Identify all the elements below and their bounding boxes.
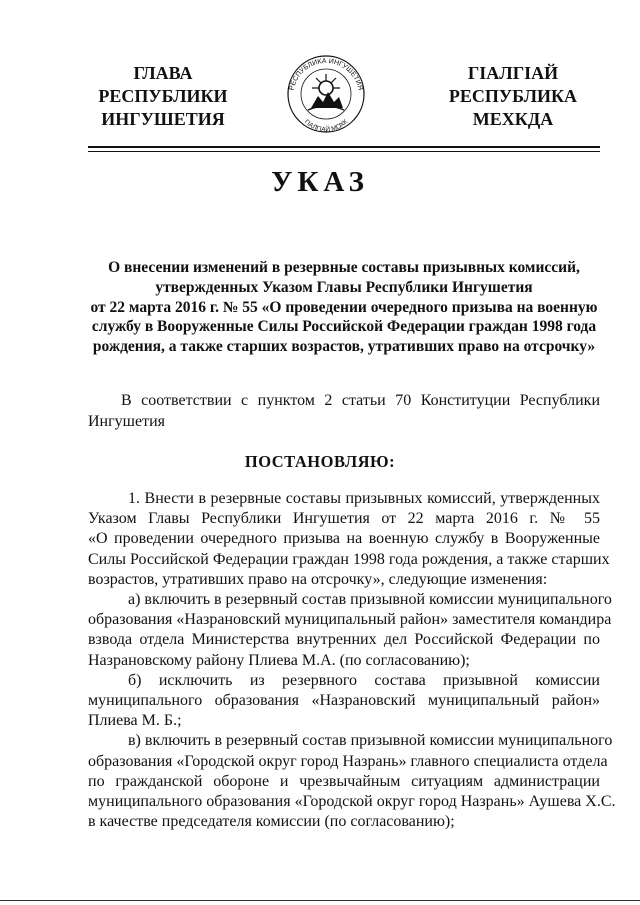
paragraph-line: Силы Российской Федерации граждан 1998 года рождения, а также старших bbox=[88, 550, 610, 568]
paragraph-line: возрастов, утративших право на отсрочку», следующие изменения: bbox=[88, 570, 548, 588]
scan-edge-line bbox=[0, 900, 640, 901]
paragraph-line: в) включить в резервный состав призывной комиссии муниципального bbox=[128, 732, 613, 750]
paragraph-line: муниципального образования «Назрановский муниципальный район» bbox=[88, 692, 600, 710]
paragraph-line: образования «Городской округ город Назрань» главного специалиста отдела bbox=[88, 752, 608, 770]
header-right-line: РЕСПУБЛИКА bbox=[448, 86, 578, 106]
subject-line: рождения, а также старших возрастов, утративших право на отсрочку» bbox=[92, 338, 596, 356]
paragraph-line: Указом Главы Республики Ингушетия от 22 марта 2016 г. № 55 bbox=[88, 510, 600, 528]
header-left-line: РЕСПУБЛИКИ bbox=[98, 86, 228, 106]
paragraph-line: Назрановскому району Плиева М.А. (по согласованию); bbox=[88, 651, 470, 669]
document-body bbox=[88, 489, 616, 832]
subject-line: О внесении изменений в резервные составы призывных комиссий, bbox=[108, 259, 580, 276]
paragraph-line: в качестве председателя комиссии (по согласованию); bbox=[88, 813, 455, 831]
paragraph-line: б) исключить из резервного состава призывной комиссии bbox=[128, 671, 600, 689]
document-subject bbox=[88, 258, 600, 357]
header-right-line: ГIАЛГIАЙ bbox=[467, 63, 559, 83]
preamble bbox=[88, 390, 600, 432]
header-right-line: МЕХКДА bbox=[472, 109, 554, 129]
paragraph-a bbox=[88, 590, 612, 671]
paragraph-1 bbox=[88, 489, 610, 590]
paragraph-b bbox=[88, 671, 600, 732]
emblem-text-bottom: ГIАЛГIАЙ МОХК bbox=[302, 118, 350, 134]
header-divider-thick bbox=[88, 146, 600, 148]
header-right-title bbox=[418, 62, 608, 131]
emblem-text-top: РЕСПУБЛИКА ИНГУШЕТИЯ bbox=[288, 57, 364, 92]
preamble-line: Ингушетия bbox=[88, 413, 166, 430]
paragraph-line: «О проведении очередного призыва на военную службу в Вооруженные bbox=[88, 530, 600, 548]
subject-line: службу в Вооруженные Силы Российской Федерации граждан 1998 года bbox=[91, 318, 597, 336]
paragraph-line: образования «Назрановский муниципальный район» заместителя командира bbox=[88, 611, 612, 629]
paragraph-line: а) включить в резервный состав призывной комиссии муниципального bbox=[128, 591, 612, 609]
paragraph-line: 1. Внести в резервные составы призывных комиссий, утвержденных bbox=[128, 490, 600, 507]
paragraph-line: по гражданской обороне и чрезвычайным ситуациям администрации bbox=[88, 772, 600, 790]
paragraph-c bbox=[88, 731, 616, 832]
header-left-line: ГЛАВА bbox=[133, 63, 193, 83]
coat-of-arms-emblem bbox=[281, 52, 371, 134]
paragraph-line: муниципального образования «Городской округ город Назрань» Аушева Х.С. bbox=[88, 793, 616, 811]
decree-heading: ПОСТАНОВЛЯЮ: bbox=[244, 452, 396, 471]
header-left-title bbox=[68, 62, 258, 131]
subject-line: утвержденных Указом Главы Республики Ингушетия bbox=[155, 278, 533, 296]
header-left-line: ИНГУШЕТИЯ bbox=[101, 109, 225, 129]
subject-line: от 22 марта 2016 г. № 55 «О проведении очередного призыва на военную bbox=[90, 298, 598, 316]
preamble-line: В соответствии с пунктом 2 статьи 70 Конституции Республики bbox=[121, 392, 600, 409]
paragraph-line: взвода отдела Министерства внутренних дел Российской Федерации по bbox=[88, 631, 600, 649]
paragraph-line: Плиева М. Б.; bbox=[88, 712, 182, 730]
document-title: УКАЗ bbox=[271, 166, 369, 198]
header-divider-thin bbox=[88, 151, 600, 152]
